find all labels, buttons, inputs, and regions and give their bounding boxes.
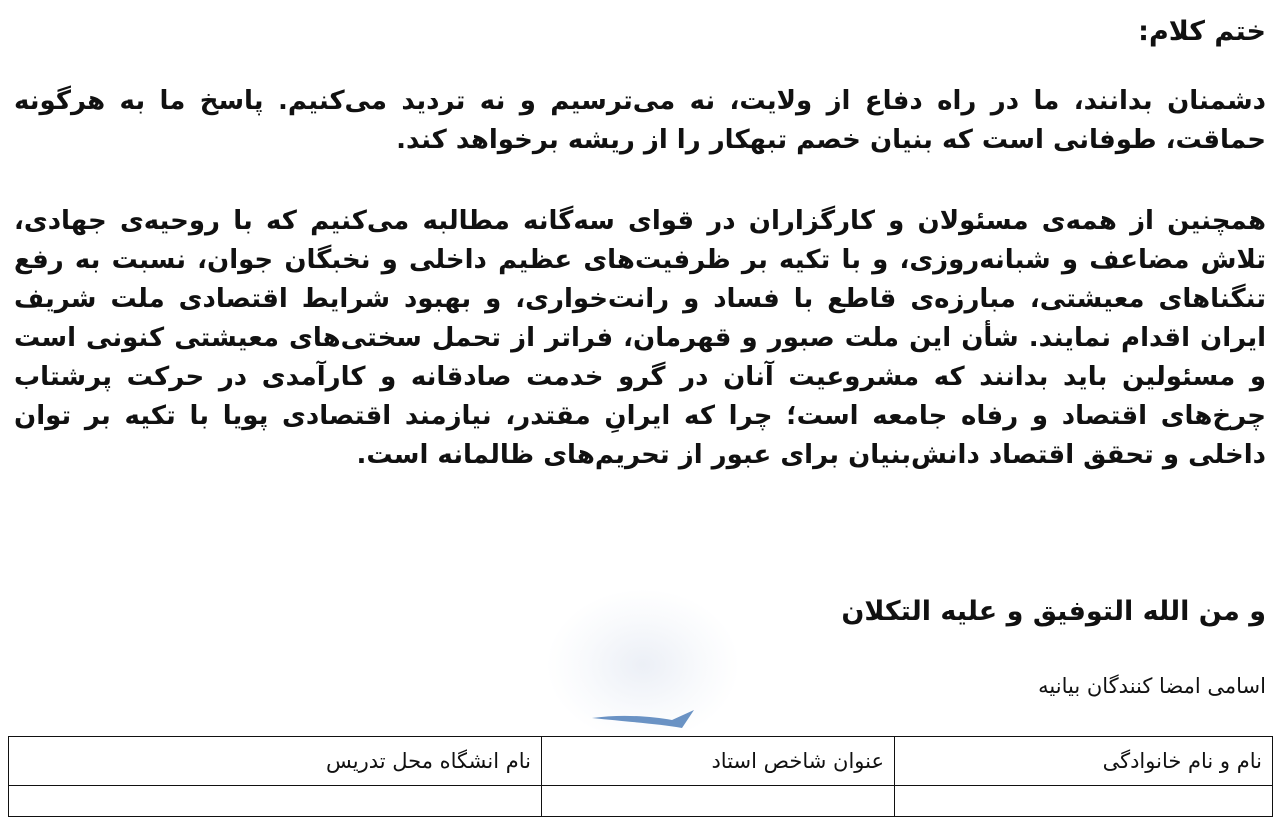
table-row [9,786,1273,817]
table-cell [895,786,1273,817]
table-cell [542,786,895,817]
paragraph-demands: همچنین از همه‌ی مسئولان و کارگزاران در قوای سه‌گانه مطالبه می‌کنیم که با روحیه‌ی جهادی، تلاش مضاعف و شبانه‌روزی، و با تکیه بر ظرفیت‌های عظیم داخلی و نخبگان جوان، نسبت به رفع تنگناهای معیشتی، مبارزه‌ی قاطع با فساد و رانت‌خواری، و بهبود شرایط اقتصادی ملت شریف ایران اقدام نمایند. شأن این ملت صبور و قهرمان، فراتر از تحمل سختی‌های معیشتی کنونی است و مسئولین باید بدانند که مشروعیت آنان در گرو خدمت صادقانه و کارآمدی در حرکت پرشتاب چرخ‌های اقتصاد و رفاه جامعه است؛ چرا که ایرانِ مقتدر، نیازمند اقتصادی پویا با تکیه بر توان داخلی و تحقق اقتصاد دانش‌بنیان برای عبور از تحریم‌های ظالمانه است. [14,206,1266,470]
signers-label: اسامی امضا کنندگان بیانیه [1038,674,1266,698]
closing-phrase: و من الله التوفیق و علیه التکلان [841,596,1266,627]
header-professor-title: عنوان شاخص استاد [542,737,895,786]
header-full-name: نام و نام خانوادگی [895,737,1273,786]
table-header-row [9,737,1273,786]
section-heading: ختم کلام: [1138,16,1266,47]
signature-pen-stroke [590,708,700,734]
paragraph-warning: دشمنان بدانند، ما در راه دفاع از ولایت، نه می‌ترسیم و نه تردید می‌کنیم. پاسخ ما به هرگونه حماقت، طوفانی است که بنیان خصم تبهکار را از ریشه برخواهد کند. [14,86,1266,155]
table-cell [9,786,542,817]
header-university: نام انشگاه محل تدریس [9,737,542,786]
signers-table [8,736,1273,817]
